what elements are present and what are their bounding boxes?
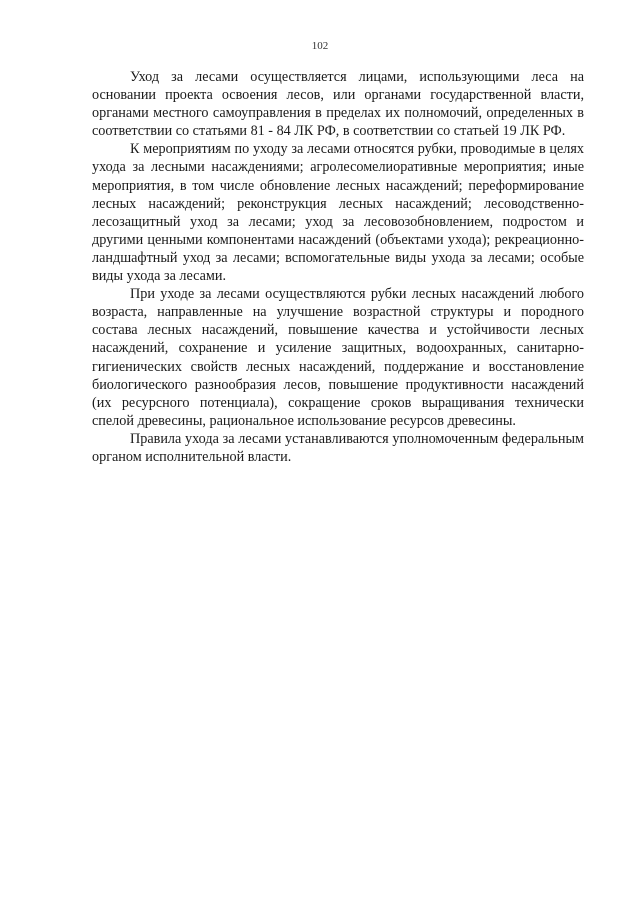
- paragraph-forest-care-measures: К мероприятиям по уходу за лесами относятся рубки, проводимые в целях ухода за лесными насаждениями; агролесомелиоративные мероприятия; иные мероприятия, в том числе обновление лесных насаждений; переформирование лесных насаждений; реконструкция лесных насаждений; лесоводственно-лесозащитный уход за лесами; уход за лесовозобновлением, подростом и другими ценными компонентами насаждений (объектами ухода); рекреационно-ландшафтный уход за лесами; вспомогательные виды ухода за лесами; особые виды ухода за лесами.: [92, 141, 584, 285]
- paragraph-forest-care-cuttings: При уходе за лесами осуществляются рубки лесных насаждений любого возраста, направленные на улучшение возрастной структуры и породного состава лесных насаждений, повышение качества и устойчивости лесных насаждений, сохранение и усиление защитных, водоохранных, санитарно-гигиенических свойств лесных насаждений, поддержание и восстановление биологического разнообразия лесов, повышение продуктивности насаждений (их ресурсного потенциала), сокращение сроков выращивания технически спелой древесины, рациональное использование ресурсов древесины.: [92, 286, 584, 429]
- document-body: [92, 68, 584, 466]
- page-number: 102: [311, 40, 329, 52]
- paragraph-forest-care-responsibility: Уход за лесами осуществляется лицами, использующими леса на основании проекта освоения лесов, или органами государственной власти, органами местного самоуправления в пределах их полномочий, определенных в соответствии со статьями 81 - 84 ЛК РФ, в соответствии со статьей 19 ЛК РФ.: [92, 69, 584, 140]
- paragraph-forest-care-rules: Правила ухода за лесами устанавливаются уполномоченным федеральным органом исполнительной власти.: [92, 430, 584, 465]
